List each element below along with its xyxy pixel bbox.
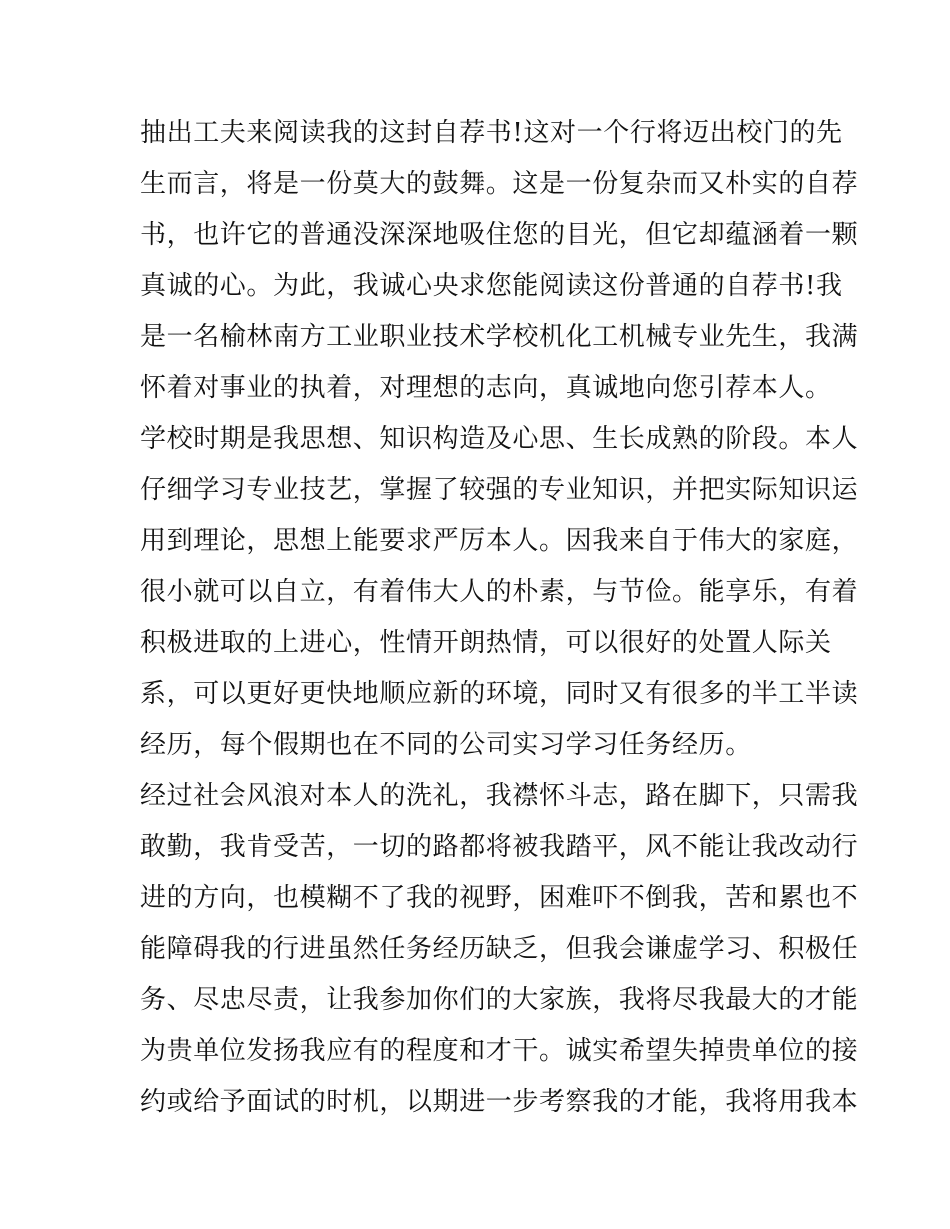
text-line: 抽出工夫来阅读我的这封自荐书!这对一个行将迈出校门的先 bbox=[140, 118, 843, 148]
text-line: 能障碍我的行进虽然任务经历缺乏，但我会谦虚学习、积极任 bbox=[140, 934, 859, 964]
text-line: 生而言，将是一份莫大的鼓舞。这是一份复杂而又朴实的自荐 bbox=[140, 169, 859, 199]
text-line: 真诚的心。为此，我诚心央求您能阅读这份普通的自荐书!我 bbox=[140, 271, 843, 301]
body-text bbox=[140, 108, 859, 1128]
text-line: 学校时期是我思想、知识构造及心思、生长成熟的阶段。本人 bbox=[140, 424, 859, 454]
text-line: 约或给予面试的时机，以期进一步考察我的才能，我将用我本 bbox=[140, 1087, 859, 1117]
text-line: 用到理论，思想上能要求严厉本人。因我来自于伟大的家庭， bbox=[140, 526, 859, 556]
text-line: 书，也许它的普通没深深地吸住您的目光，但它却蕴涵着一颗 bbox=[140, 220, 859, 250]
text-line: 为贵单位发扬我应有的程度和才干。诚实希望失掉贵单位的接 bbox=[140, 1036, 859, 1066]
text-line: 很小就可以自立，有着伟大人的朴素，与节俭。能享乐，有着 bbox=[140, 577, 859, 607]
text-line: 敢勤，我肯受苦，一切的路都将被我踏平，风不能让我改动行 bbox=[140, 832, 859, 862]
text-line: 系，可以更好更快地顺应新的环境，同时又有很多的半工半读 bbox=[140, 679, 859, 709]
text-line: 进的方向，也模糊不了我的视野，困难吓不倒我，苦和累也不 bbox=[140, 883, 859, 913]
text-line: 经历，每个假期也在不同的公司实习学习任务经历。 bbox=[140, 730, 752, 760]
text-line: 经过社会风浪对本人的洗礼，我襟怀斗志，路在脚下，只需我 bbox=[140, 781, 859, 811]
text-line: 是一名榆林南方工业职业技术学校机化工机械专业先生，我满 bbox=[140, 322, 859, 352]
text-line: 务、尽忠尽责，让我参加你们的大家族，我将尽我最大的才能 bbox=[140, 985, 859, 1015]
text-line: 怀着对事业的执着，对理想的志向，真诚地向您引荐本人。 bbox=[140, 373, 832, 403]
text-line: 仔细学习专业技艺，掌握了较强的专业知识，并把实际知识运 bbox=[140, 475, 859, 505]
text-line: 积极进取的上进心，性情开朗热情，可以很好的处置人际关 bbox=[140, 628, 832, 658]
